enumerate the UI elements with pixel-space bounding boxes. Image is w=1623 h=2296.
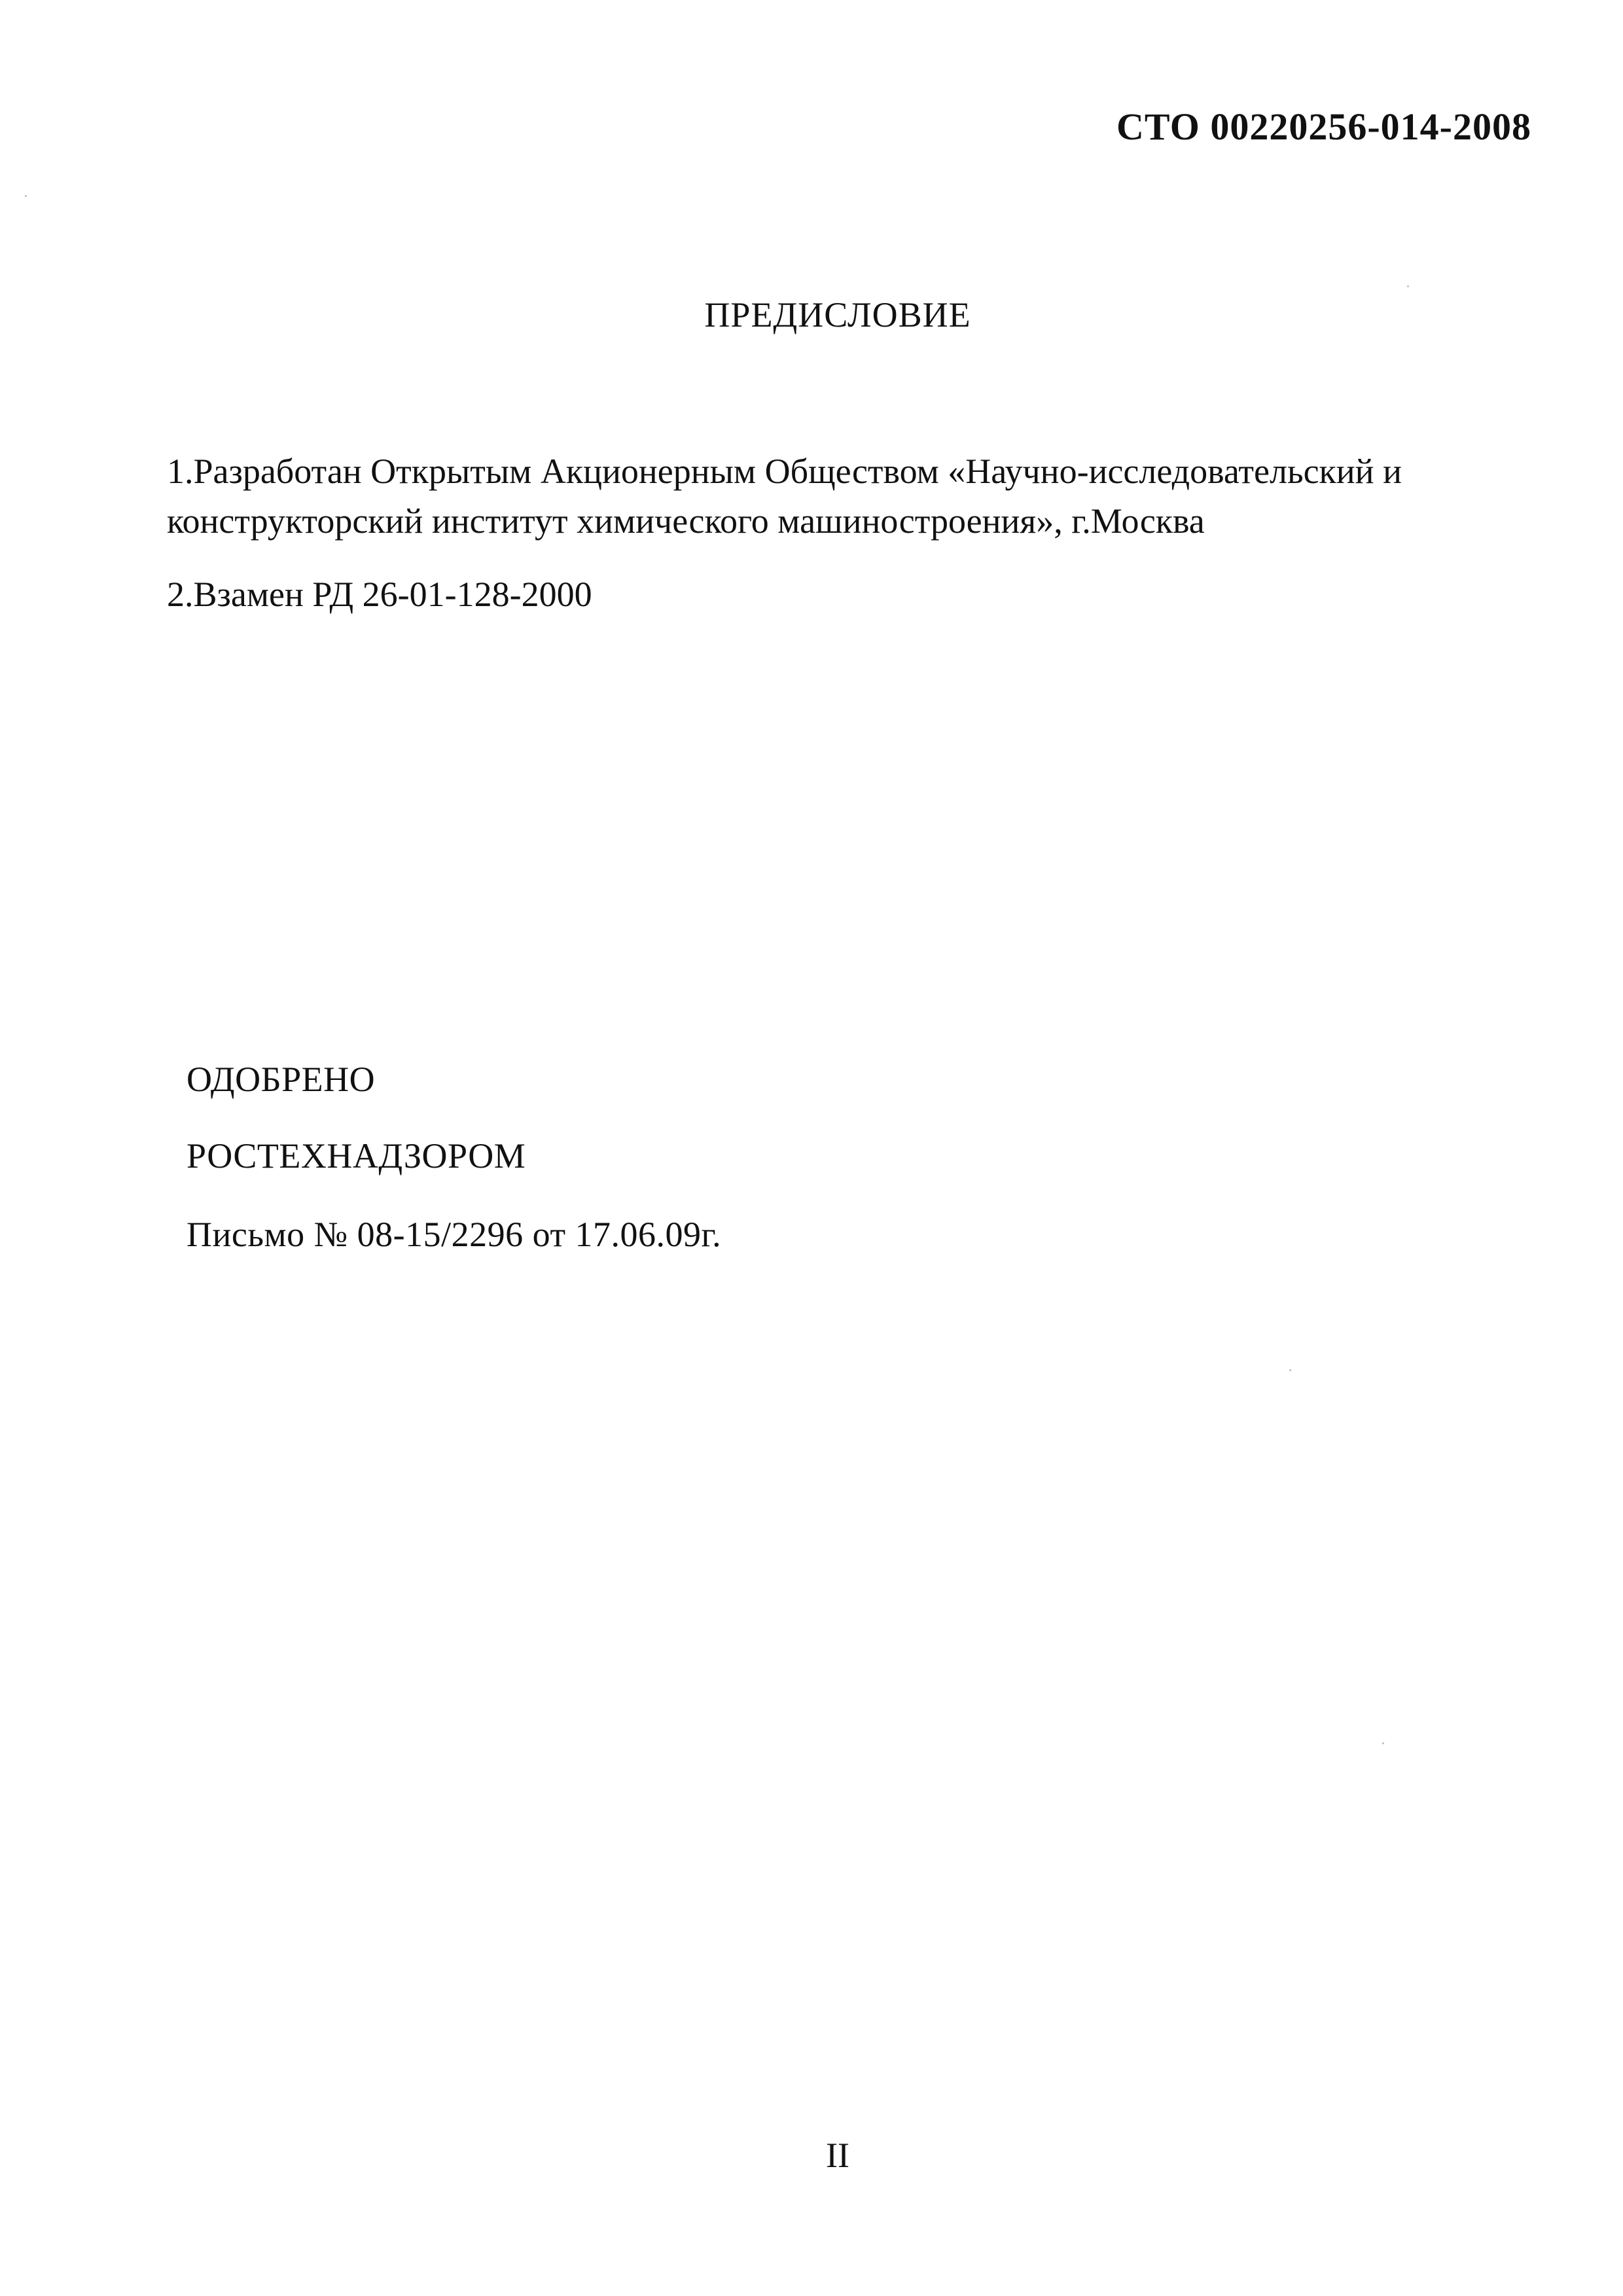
paragraph-developer: 1.Разработан Открытым Акционерным Обществом «Научно-исследовательский и конструкторский институт химического машиностроения», г.Москва xyxy=(167,452,1402,541)
scan-speck xyxy=(1407,285,1409,287)
section-title: ПРЕДИСЛОВИЕ xyxy=(704,295,971,334)
page-number: II xyxy=(826,2136,849,2175)
approval-status: ОДОБРЕНО xyxy=(187,1060,376,1099)
approval-authority: РОСТЕХНАДЗОРОМ xyxy=(187,1136,526,1175)
document-code: СТО 00220256-014-2008 xyxy=(1116,105,1531,148)
approval-letter: Письмо № 08-15/2296 от 17.06.09г. xyxy=(187,1215,722,1254)
scan-speck xyxy=(1289,1369,1291,1371)
paragraph-replaces: 2.Взамен РД 26-01-128-2000 xyxy=(167,575,592,614)
scan-speck xyxy=(25,195,27,197)
scan-speck xyxy=(1382,1742,1384,1744)
